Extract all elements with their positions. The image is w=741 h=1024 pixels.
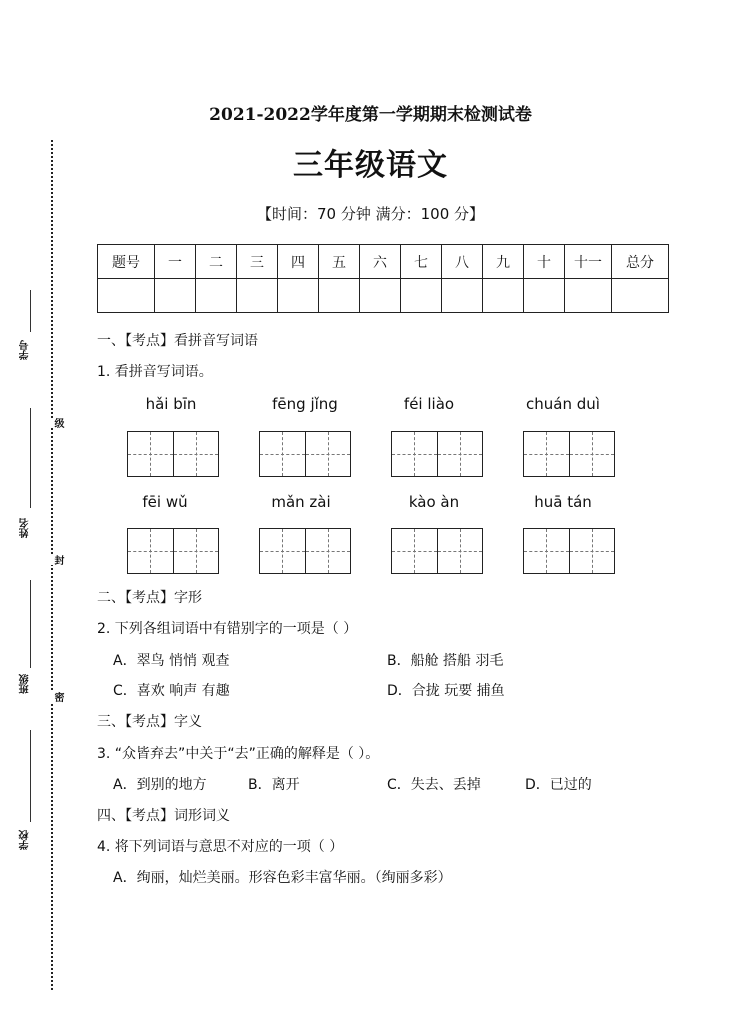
margin-label-name: 姓名 — [20, 518, 31, 538]
question-1: 1. 看拼音写词语。 — [97, 364, 213, 380]
grid-cell[interactable] — [524, 529, 570, 573]
q4-option-a: A．绚丽，灿烂美丽。形容色彩丰富华丽。（绚丽多彩） — [113, 870, 452, 886]
score-header-cell: 六 — [360, 245, 401, 279]
score-entry-cell[interactable] — [483, 279, 524, 313]
score-header-cell: 三 — [237, 245, 278, 279]
grid-cell[interactable] — [392, 529, 438, 573]
question-2: 2. 下列各组词语中有错别字的一项是（ ） — [97, 621, 358, 637]
question-3: 3. “众皆弃去”中关于“去”正确的解释是（ ）。 — [97, 746, 380, 762]
writing-grid[interactable] — [127, 431, 219, 477]
section-1-title: 一、【考点】看拼音写词语 — [97, 333, 258, 349]
margin-mark-ji: 级 — [52, 418, 63, 428]
score-entry-cell[interactable] — [278, 279, 319, 313]
score-header-cell: 题号 — [98, 245, 155, 279]
writing-grid[interactable] — [259, 431, 351, 477]
margin-label-class: 班级 — [20, 674, 31, 694]
score-header-cell: 一 — [155, 245, 196, 279]
writing-grid[interactable] — [259, 528, 351, 574]
score-header-cell: 四 — [278, 245, 319, 279]
grid-cell[interactable] — [524, 432, 570, 476]
q2-option-b: B．船舱 搭船 羽毛 — [387, 653, 504, 669]
q3-option-b: B．离开 — [248, 777, 300, 793]
time-score-info: 【时间：70 分钟 满分：100 分】 — [256, 205, 485, 223]
margin-fill-line — [30, 730, 31, 822]
score-header-cell: 十 — [524, 245, 565, 279]
score-header-cell: 五 — [319, 245, 360, 279]
margin-mark-mi: 密 — [52, 692, 63, 702]
pinyin-label: chuán duì — [526, 395, 600, 413]
score-entry-cell[interactable] — [612, 279, 669, 313]
pinyin-label: féi liào — [403, 395, 455, 413]
q3-option-a: A．到别的地方 — [113, 777, 207, 793]
grid-cell[interactable] — [174, 432, 219, 476]
margin-mark-feng: 封 — [52, 555, 63, 565]
pinyin-label: mǎn zài — [271, 493, 331, 511]
grid-cell[interactable] — [306, 529, 351, 573]
grid-cell[interactable] — [174, 529, 219, 573]
margin-fill-line — [30, 408, 31, 508]
writing-grid[interactable] — [391, 528, 483, 574]
score-entry-cell[interactable] — [155, 279, 196, 313]
score-entry-cell[interactable] — [237, 279, 278, 313]
grid-cell[interactable] — [128, 432, 174, 476]
score-entry-cell[interactable] — [98, 279, 155, 313]
score-header-cell: 二 — [196, 245, 237, 279]
grid-cell[interactable] — [306, 432, 351, 476]
pinyin-label: fēng jǐng — [272, 395, 338, 413]
score-header-cell: 十一 — [565, 245, 612, 279]
grid-cell[interactable] — [570, 432, 615, 476]
score-table-entry-row — [98, 279, 669, 313]
grid-cell[interactable] — [260, 432, 306, 476]
q2-option-d: D．合拢 玩要 捕鱼 — [387, 683, 505, 699]
pinyin-label: fēi wǔ — [142, 493, 188, 511]
binding-dotted-line — [51, 140, 53, 990]
score-entry-cell[interactable] — [442, 279, 483, 313]
margin-fill-line — [30, 580, 31, 668]
score-entry-cell[interactable] — [401, 279, 442, 313]
grid-cell[interactable] — [392, 432, 438, 476]
score-table — [97, 244, 669, 313]
score-header-cell: 九 — [483, 245, 524, 279]
score-entry-cell[interactable] — [360, 279, 401, 313]
q3-option-d: D．已过的 — [525, 777, 592, 793]
grid-cell[interactable] — [128, 529, 174, 573]
score-entry-cell[interactable] — [565, 279, 612, 313]
q2-option-a: A．翠鸟 悄悄 观查 — [113, 653, 230, 669]
subject-title: 三年级语文 — [293, 148, 448, 183]
score-header-cell: 总分 — [612, 245, 669, 279]
exam-title: 2021-2022学年度第一学期期末检测试卷 — [209, 105, 532, 125]
q2-option-c: C．喜欢 响声 有趣 — [113, 683, 230, 699]
score-header-cell: 八 — [442, 245, 483, 279]
writing-grid[interactable] — [523, 431, 615, 477]
margin-fill-line — [30, 290, 31, 332]
grid-cell[interactable] — [438, 432, 483, 476]
writing-grid[interactable] — [127, 528, 219, 574]
score-header-cell: 七 — [401, 245, 442, 279]
grid-cell[interactable] — [570, 529, 615, 573]
writing-grid[interactable] — [391, 431, 483, 477]
section-3-title: 三、【考点】字义 — [97, 714, 202, 730]
grid-cell[interactable] — [260, 529, 306, 573]
pinyin-label: hǎi bīn — [145, 395, 197, 413]
section-4-title: 四、【考点】词形词义 — [97, 808, 230, 824]
writing-grid[interactable] — [523, 528, 615, 574]
margin-label-student-id: 学号 — [20, 340, 31, 360]
pinyin-label: huā tán — [534, 493, 592, 511]
score-entry-cell[interactable] — [319, 279, 360, 313]
pinyin-label: kào àn — [408, 493, 460, 511]
score-table-header-row — [98, 245, 669, 279]
score-entry-cell[interactable] — [524, 279, 565, 313]
section-2-title: 二、【考点】字形 — [97, 590, 202, 606]
score-entry-cell[interactable] — [196, 279, 237, 313]
grid-cell[interactable] — [438, 529, 483, 573]
margin-label-school: 学校 — [20, 830, 31, 850]
question-4: 4. 将下列词语与意思不对应的一项（ ） — [97, 839, 344, 855]
q3-option-c: C．失去、丢掉 — [387, 777, 481, 793]
